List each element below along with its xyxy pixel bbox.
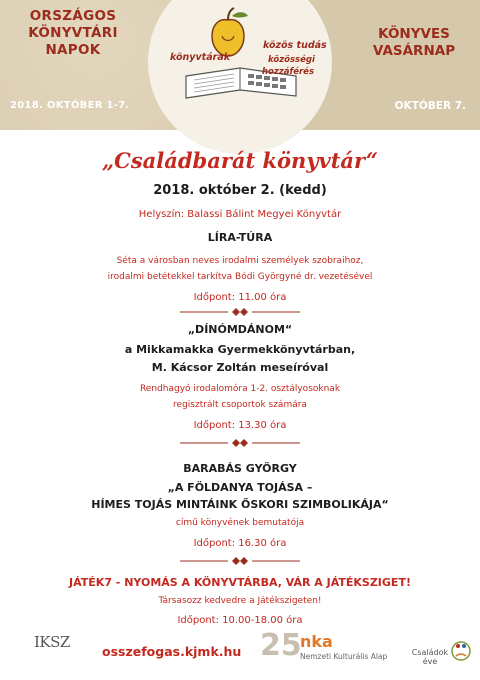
logo-word-1: könyvtárak xyxy=(170,52,231,63)
venue-text: Helyszín: Balassi Bálint Megyei Könyvtár xyxy=(138,209,342,220)
logo-word-4: hozzáférés xyxy=(262,67,315,77)
header-banner xyxy=(0,0,480,130)
family-icon xyxy=(450,634,472,668)
event3-title: BARABÁS GYÖRGY xyxy=(183,462,297,475)
event2-line1: a Mikkamakka Gyermekkönyvtárban, xyxy=(124,343,356,356)
header-right-date: OKTÓBER 7. xyxy=(394,100,466,112)
apple-book-logo-icon xyxy=(156,6,324,126)
csaladok-line1: Családok xyxy=(411,648,449,657)
header-left-line3: NAPOK xyxy=(45,42,101,58)
page-title: „Családbarát könyvtár“ xyxy=(102,148,378,173)
ornament-divider xyxy=(180,307,300,317)
event1-title: LÍRA-TÚRA xyxy=(207,231,273,244)
event2-line2: M. Kácsor Zoltán meseíróval xyxy=(151,361,329,374)
header-right-title xyxy=(354,26,474,60)
website-url[interactable]: osszefogas.kjmk.hu xyxy=(102,644,242,659)
nka-logo: nka xyxy=(300,632,333,651)
header-left-line2: KÖNYVTÁRI xyxy=(28,25,118,41)
event-date: 2018. október 2. (kedd) xyxy=(153,183,327,198)
iksz-logo: IKSZ xyxy=(34,633,70,651)
header-left-title xyxy=(8,8,138,59)
logo-word-2: közös tudás xyxy=(263,40,327,51)
event3-book-line2: HÍMES TOJÁS MINTÁINK ŐSKORI SZIMBOLIKÁJA“ xyxy=(91,498,389,511)
header-left-date: 2018. OKTÓBER 1-7. xyxy=(10,100,130,111)
event1-time: Időpont: 11.00 óra xyxy=(193,292,287,303)
csaladok-line2: éve xyxy=(422,657,438,666)
ornament-divider xyxy=(180,556,300,566)
header-left-line1: ORSZÁGOS xyxy=(29,8,117,24)
nka-number: 25 xyxy=(260,628,302,663)
csaladok-eve-logo xyxy=(410,648,450,666)
header-right-line1: KÖNYVES xyxy=(378,26,450,42)
event1-desc-line2: irodalmi betétekkel tarkítva Bódi Györgyné dr. vezetésével xyxy=(107,272,373,282)
event1-desc-line1: Séta a városban neves irodalmi személyek szobraihoz, xyxy=(116,256,364,266)
event2-time: Időpont: 13.30 óra xyxy=(193,420,287,431)
event4-time: Időpont: 10.00-18.00 óra xyxy=(177,615,303,626)
event3-desc: című könyvének bemutatója xyxy=(175,518,305,528)
event4-title: JÁTÉK7 - NYOMÁS A KÖNYVTÁRBA, VÁR A JÁTÉKSZIGET! xyxy=(69,576,411,589)
event3-book-line1: „A FÖLDANYA TOJÁSA – xyxy=(167,481,313,494)
header-right-line2: VASÁRNAP xyxy=(372,43,456,59)
event2-desc-line2: regisztrált csoportok számára xyxy=(173,400,307,410)
ornament-divider xyxy=(180,438,300,448)
event2-desc-line1: Rendhagyó irodalomóra 1-2. osztályosoknak xyxy=(139,384,341,394)
nka-subtitle: Nemzeti Kulturális Alap xyxy=(300,652,388,661)
logo-word-3: közösségi xyxy=(268,55,315,65)
event3-time: Időpont: 16.30 óra xyxy=(193,538,287,549)
event4-desc: Társasozz kedvedre a Játékszigeten! xyxy=(158,596,322,606)
event2-title: „DÍNÓMDÁNOM“ xyxy=(187,323,293,336)
